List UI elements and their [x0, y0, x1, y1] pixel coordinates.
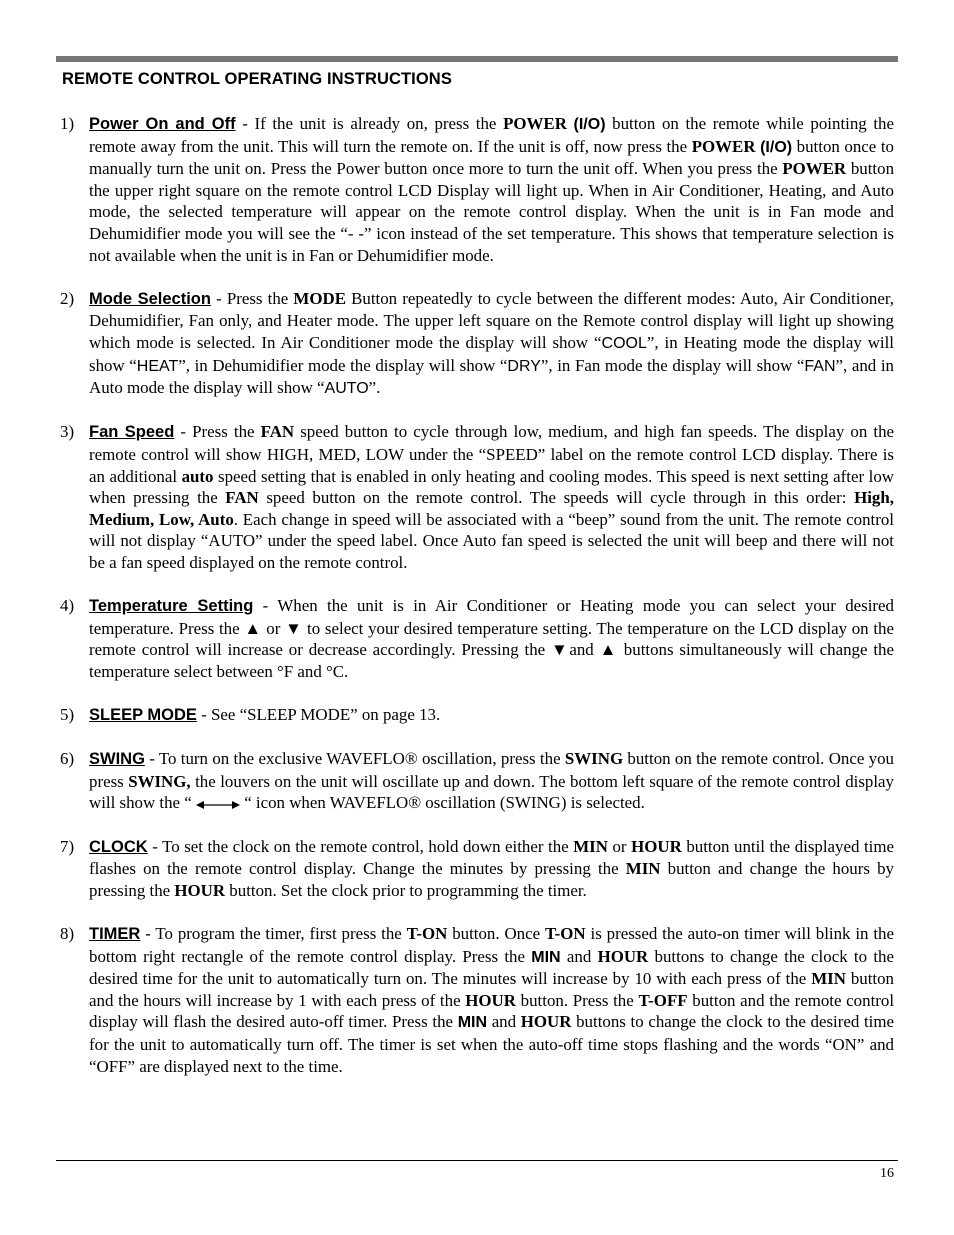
- item-text: Button repeatedly to cycle between the different modes: Auto, Air Conditioner, Dehumidifier, Fan only, and Heater mode. The upper left square on the Remote control display will light up showing which mode is selected. In Air Conditioner mode the display will show “: [89, 288, 895, 352]
- bold-term: POWER: [782, 159, 847, 179]
- item-text: speed button on the remote control. The speeds will cycle through in this order:: [258, 488, 855, 508]
- bold-term: MIN: [531, 948, 561, 966]
- bottom-rule: [56, 1160, 898, 1161]
- item-text: button on the remote while pointing the remote away from the unit. This will turn the remote on. If the unit is off, now press the: [89, 114, 894, 156]
- item-text: - Press the: [174, 422, 261, 442]
- bold-term: High, Medium, Low, Auto: [89, 488, 894, 529]
- bold-term: FAN: [260, 422, 295, 442]
- item-number: 3): [60, 422, 75, 442]
- bold-term: HOUR: [597, 946, 649, 966]
- display-word: AUTO: [324, 380, 369, 398]
- item-text: speed setting that is enabled in only heating and cooling modes. This speed is next setting after low when pressing the: [89, 466, 894, 508]
- item-number: 7): [60, 836, 75, 856]
- top-rule: [56, 56, 898, 62]
- item-text: ”.: [368, 378, 381, 398]
- item-text: - Press the: [210, 288, 294, 308]
- item-heading: SWING: [89, 750, 145, 769]
- instruction-item-mode: [60, 288, 894, 400]
- bold-term: auto: [181, 466, 214, 486]
- item-text: button the upper right square on the remote control LCD Display will light up. When in Air Conditioner, Heating, and Auto mode, the selected temperature will appear on the remote control display. When the unit is in Fan mode and Dehumidifier mode you will see the “- -” icon instead of the set temperature. This shows that temperature selection is not available when the unit is in Fan or Dehumidifier mode.: [89, 159, 895, 265]
- item-text: button on the remote control. Once you press: [89, 749, 894, 791]
- item-text: - To program the timer, first press the: [140, 923, 407, 943]
- item-heading: SLEEP MODE: [89, 706, 197, 725]
- bold-term: SWING: [564, 749, 624, 769]
- item-number: 2): [60, 288, 75, 308]
- item-text: button. Once: [447, 923, 545, 943]
- bold-term: T-ON: [544, 923, 586, 943]
- instruction-item-temperature: [60, 595, 894, 682]
- item-text: or: [607, 836, 632, 856]
- bold-term: MIN: [811, 969, 846, 989]
- instruction-item-clock: [60, 836, 894, 902]
- bold-term: POWER: [691, 136, 756, 156]
- item-text: button. Set the clock prior to programming the timer.: [225, 880, 587, 900]
- bold-term: HOUR: [465, 990, 516, 1010]
- item-text: - To turn on the exclusive WAVEFLO® oscillation, press the: [144, 749, 565, 769]
- bold-term: MIN: [625, 859, 661, 879]
- item-text: - When the unit is in Air Conditioner or Heating mode you can select your desired temperature. Press the ▲ or ▼ to select your desired temperature setting. The temperature on the LCD display on the remote control will increase or decrease accordingly. Pressing the ▼and ▲ buttons simultaneously will change the temperature select between °F and °C.: [89, 596, 894, 681]
- instructions-list: [60, 113, 894, 1099]
- item-text: button and change the hours by pressing the: [89, 859, 894, 900]
- bold-term: MIN: [573, 836, 608, 856]
- item-text: buttons to change the clock to the desired time for the unit to automatically turn off. The timer is set when the auto-off time stops flashing and the words “ON” and “OFF” are displayed next to the time.: [89, 1012, 894, 1076]
- item-text: ”, and in Auto mode the display will show “: [89, 355, 894, 398]
- bold-term: HOUR: [520, 1012, 572, 1032]
- item-number: 1): [60, 114, 75, 133]
- display-word: HEAT: [136, 357, 179, 375]
- double-arrow-icon: [196, 800, 240, 810]
- item-heading: Temperature Setting: [89, 597, 254, 616]
- item-number: 6): [60, 749, 75, 769]
- bold-term: T-OFF: [638, 990, 688, 1010]
- item-text: button and the remote control display will flash the desired auto-off timer. Press the: [89, 990, 895, 1032]
- bold-term: (I/O): [760, 138, 793, 156]
- display-word: FAN: [804, 357, 836, 375]
- item-text: “ icon when WAVEFLO® oscillation (SWING) is selected.: [239, 793, 645, 813]
- item-text: buttons to change the clock to the desired time for the unit to automatically turn on. The minutes will increase by 10 with each press of the: [89, 946, 894, 989]
- item-text: and: [560, 946, 598, 966]
- bold-term: HOUR: [631, 836, 682, 856]
- instruction-item-fan-speed: [60, 421, 894, 573]
- item-text: button until the displayed time flashes on the remote control display. Change the minutes by pressing the: [89, 836, 894, 879]
- item-number: 8): [60, 923, 75, 943]
- instruction-item-power: [60, 113, 894, 266]
- item-text: ”, in Dehumidifier mode the display will show “: [178, 355, 508, 375]
- item-heading: CLOCK: [89, 837, 148, 856]
- item-text: the louvers on the unit will oscillate up and down. The bottom left square of the remote control display will show the “: [89, 771, 894, 813]
- instruction-item-timer: [60, 923, 894, 1077]
- item-text: and: [487, 1012, 521, 1032]
- bold-term: (I/O): [573, 116, 606, 133]
- item-number: 4): [60, 596, 75, 616]
- item-heading: TIMER: [89, 924, 141, 943]
- display-word: DRY: [507, 357, 541, 375]
- item-text: - To set the clock on the remote control, hold down either the: [147, 836, 574, 856]
- item-text: - See “SLEEP MODE” on page 13.: [196, 705, 441, 725]
- instruction-item-swing: [60, 748, 894, 814]
- bold-term: MIN: [457, 1014, 488, 1032]
- section-title: REMOTE CONTROL OPERATING INSTRUCTIONS: [62, 70, 452, 88]
- item-text: is pressed the auto-on timer will blink in the bottom right rectangle of the remote control display. Press the: [89, 923, 894, 966]
- page-number: 16: [880, 1166, 894, 1181]
- item-heading: Fan Speed: [89, 423, 175, 442]
- item-text: speed button to cycle through low, medium, and high fan speeds. The display on the remote control will show HIGH, MED, LOW under the “SPEED” label on the remote control LCD display. There is an additional: [89, 422, 895, 486]
- display-word: COOL: [601, 334, 647, 352]
- bold-term: SWING,: [128, 771, 191, 791]
- item-text: - If the unit is already on, press the: [235, 114, 504, 133]
- item-number: 5): [60, 705, 75, 725]
- bold-term: POWER: [503, 114, 567, 133]
- item-text: ”, in Fan mode the display will show “: [540, 355, 805, 375]
- instruction-item-sleep: [60, 704, 894, 727]
- item-text: button. Press the: [515, 990, 639, 1010]
- bold-term: FAN: [225, 488, 259, 508]
- bold-term: HOUR: [174, 880, 226, 900]
- item-text: . Each change in speed will be associated with a “beep” sound from the unit. The remote control will not display “AUTO” under the speed label. Once Auto fan speed is selected the unit will beep and there will not be a fan speed displayed on the remote control.: [89, 509, 894, 572]
- bold-term: MODE: [293, 288, 346, 308]
- item-text: ”, in Heating mode the display will show “: [89, 332, 895, 375]
- item-text: button and the hours will increase by 1 with each press of the: [89, 969, 894, 1010]
- item-heading: Mode Selection: [89, 289, 211, 308]
- item-heading: Power On and Off: [89, 115, 236, 133]
- bold-term: T-ON: [406, 923, 448, 943]
- item-text: button once to manually turn the unit on. Press the Power button once more to turn the unit off. When you press the: [89, 136, 894, 179]
